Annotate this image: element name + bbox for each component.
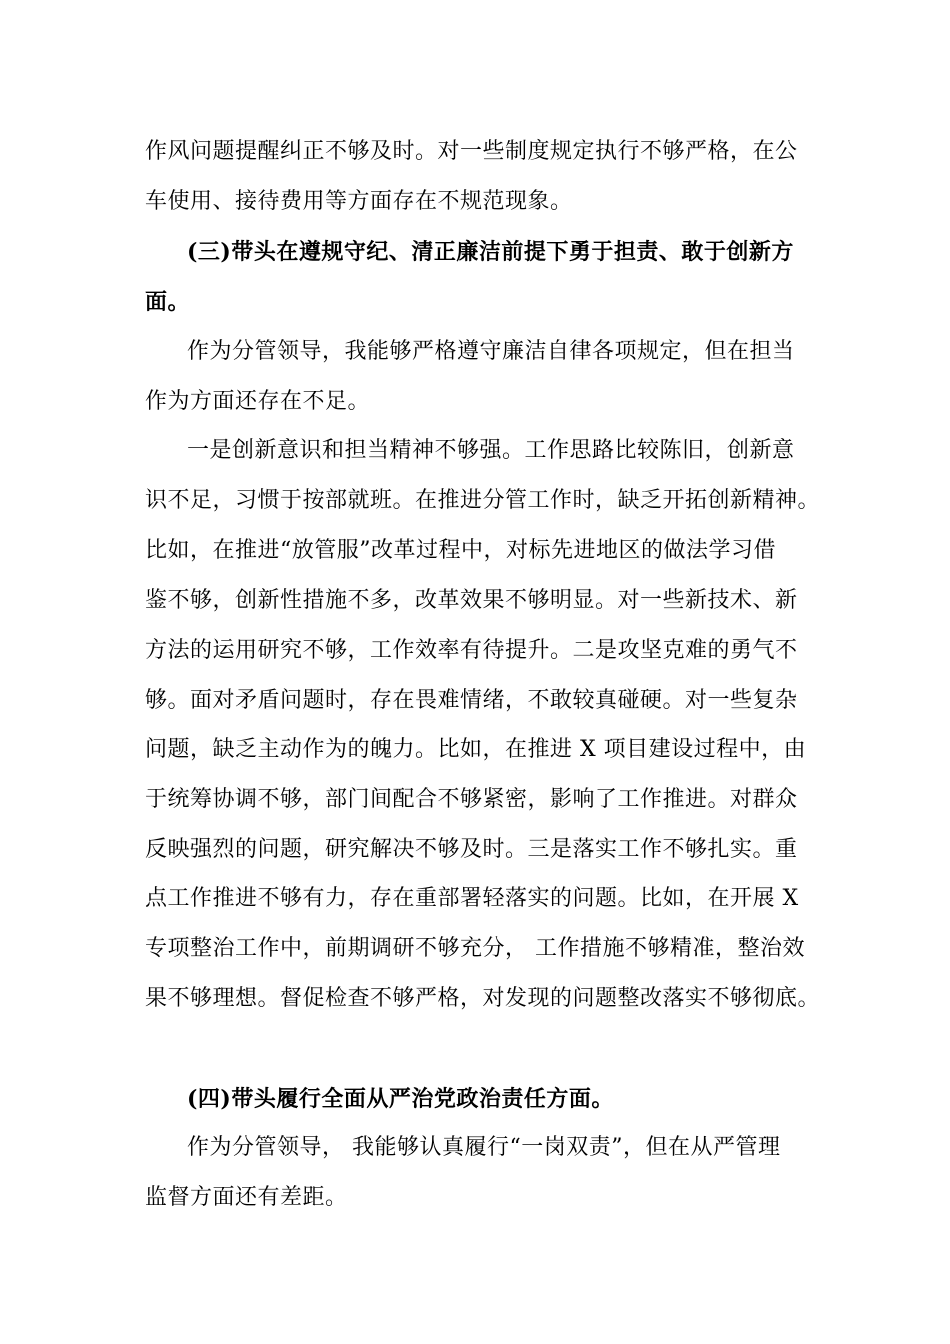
paragraph-line: 问题，缺乏主动作为的魄力。比如，在推进 X 项目建设过程中，由 [145,737,807,762]
paragraph-line: 识不足，习惯于按部就班。在推进分管工作时，缺乏开拓创新精神。 [145,488,821,513]
paragraph-line: 车使用、接待费用等方面存在不规范现象。 [145,189,573,214]
paragraph-line: 反映强烈的问题，研究解决不够及时。三是落实工作不够扎实。重 [145,837,798,862]
paragraph-line: 点工作推进不够有力，存在重部署轻落实的问题。比如，在开展 X [145,886,799,911]
paragraph-line: 作为分管领导，我能够严格遵守廉洁自律各项规定，但在担当 [187,339,795,364]
paragraph-line: 作风问题提醒纠正不够及时。对一些制度规定执行不够严格，在公 [145,139,798,164]
section-heading-3-cont: 面。 [145,289,191,315]
paragraph-line: 果不够理想。督促检查不够严格，对发现的问题整改落实不够彻底。 [145,986,821,1011]
paragraph-line: 鉴不够，创新性措施不多，改革效果不够明显。对一些新技术、新 [145,588,798,613]
paragraph-line: 比如，在推进“放管服”改革过程中，对标先进地区的做法学习借 [145,538,776,563]
paragraph-line: 一是创新意识和担当精神不够强。工作思路比较陈旧，创新意 [187,438,795,463]
paragraph-line: 作为分管领导， 我能够认真履行“一岗双责”，但在从严管理 [187,1135,781,1160]
paragraph-line: 够。面对矛盾问题时，存在畏难情绪，不敢较真碰硬。对一些复杂 [145,688,798,713]
paragraph-line: 方法的运用研究不够，工作效率有待提升。二是攻坚克难的勇气不 [145,638,798,663]
paragraph-line: 监督方面还有差距。 [145,1185,348,1210]
paragraph-line: 作为方面还存在不足。 [145,389,371,414]
section-heading-3: (三)带头在遵规守纪、清正廉洁前提下勇于担责、敢于创新方 [187,239,794,265]
paragraph-line: 于统筹协调不够，部门间配合不够紧密，影响了工作推进。对群众 [145,787,798,812]
paragraph-line: 专项整治工作中，前期调研不够充分， 工作措施不够精准，整治效 [145,936,805,961]
section-heading-4: (四)带头履行全面从严治党政治责任方面。 [187,1086,614,1112]
